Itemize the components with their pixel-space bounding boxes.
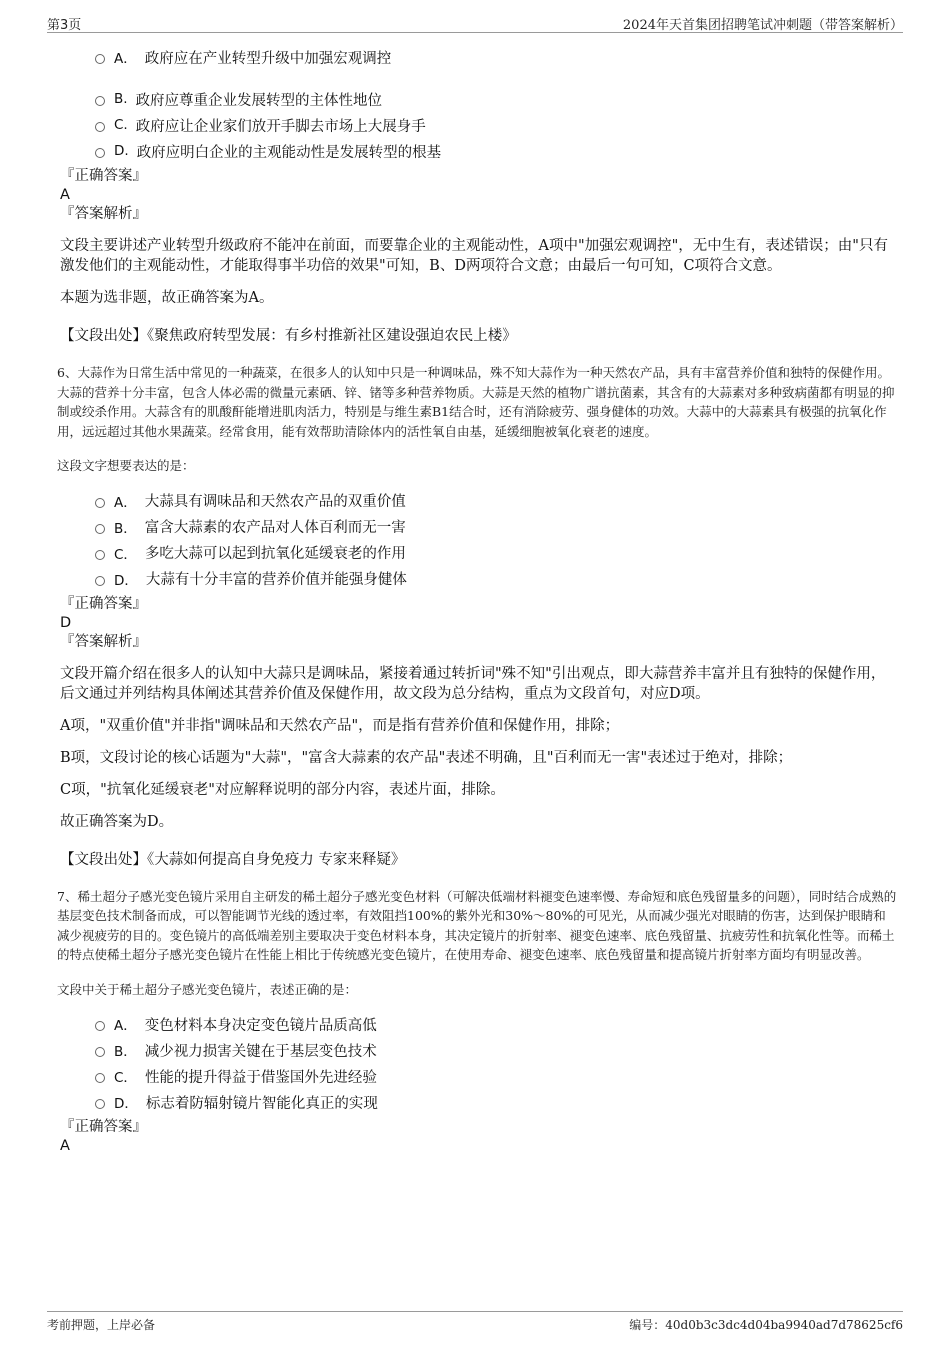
radio-icon[interactable] [95, 148, 105, 158]
q6-analysis-5: 故正确答案为D。 [60, 813, 174, 830]
radio-icon[interactable] [95, 96, 105, 106]
document-title: 2024年天首集团招聘笔试冲刺题（带答案解析） [622, 18, 903, 33]
q7-option-a[interactable]: A． 变色材料本身决定变色镜片品质高低 [95, 1011, 897, 1037]
q5-source: 【文段出处】《聚焦政府转型发展：有乡村推新社区建设强迫农民上楼》 [60, 328, 517, 344]
radio-icon[interactable] [95, 1099, 105, 1109]
q6-option-c[interactable]: C． 多吃大蒜可以起到抗氧化延缓衰老的作用 [95, 540, 897, 566]
radio-icon[interactable] [95, 1073, 105, 1083]
q7-option-c[interactable]: C． 性能的提升得益于借鉴国外先进经验 [95, 1063, 897, 1089]
q6-answer: D [60, 614, 72, 631]
q5-option-a[interactable]: A． 政府应在产业转型升级中加强宏观调控 [95, 44, 897, 70]
q5-options [95, 44, 897, 164]
q5-answer: A [60, 187, 70, 203]
radio-icon[interactable] [95, 1047, 105, 1057]
q7-option-d[interactable]: D． 标志着防辐射镜片智能化真正的实现 [95, 1089, 897, 1115]
q7-answer: A [60, 1138, 70, 1154]
q5-analysis-1: 文段主要讲述产业转型升级政府不能冲在前面，而要靠企业的主观能动性，A项中"加强宏观调控"，无中生有，表述错误；由"只有激发他们的主观能动性，才能取得事半功倍的效果"可知，B、D两项符合文意；由最后一句可知，C项符合文意。 [60, 238, 888, 274]
q5-option-d[interactable]: D. 政府应明白企业的主观能动性是发展转型的根基 [95, 138, 897, 164]
radio-icon[interactable] [95, 550, 105, 560]
q6-answer-label: 『正确答案』 [60, 595, 147, 612]
q6-question: 这段文字想要表达的是： [57, 458, 195, 473]
q5-analysis-2: 本题为选非题，故正确答案为A。 [60, 290, 274, 306]
q7-option-b[interactable]: B． 减少视力损害关键在于基层变色技术 [95, 1037, 897, 1063]
radio-icon[interactable] [95, 1021, 105, 1031]
q6-stem: 6、大蒜作为日常生活中常见的一种蔬菜，在很多人的认知中只是一种调味品，殊不知大蒜作为一种天然农产品，具有丰富营养价值和独特的保健作用。大蒜的营养十分丰富，包含人体必需的微量元素硒、锌、锗等多种营养物质。大蒜是天然的植物广谱抗菌素，其含有的大蒜素对多种致病菌都有明显的抑制或绞杀作用。大蒜含有的肌酸酐能增进肌肉活力，特别是与维生素B1结合时，还有消除疲劳、强身健体的功效。大蒜中的大蒜素具有极强的抗氧化作用，远远超过其他水果蔬菜。经常食用，能有效帮助清除体内的活性氧自由基，延缓细胞被氧化衰老的速度。 [57, 365, 895, 439]
radio-icon[interactable] [95, 122, 105, 132]
q7-answer-label: 『正确答案』 [60, 1119, 147, 1135]
radio-icon[interactable] [95, 524, 105, 534]
q6-analysis-2: A项，"双重价值"并非指"调味品和天然农产品"，而是指有营养价值和保健作用，排除； [60, 717, 620, 734]
q5-answer-label: 『正确答案』 [60, 168, 147, 184]
page-footer [47, 1311, 903, 1334]
radio-icon[interactable] [95, 54, 105, 64]
q6-analysis-3: B项，文段讨论的核心话题为"大蒜"，"富含大蒜素的农产品"表述不明确，且"百利而无一害"表述过于绝对，排除； [60, 749, 793, 766]
q6-analysis-4: C项，"抗氧化延缓衰老"对应解释说明的部分内容，表述片面，排除。 [60, 781, 505, 798]
q7-question: 文段中关于稀土超分子感光变色镜片，表述正确的是： [57, 981, 358, 997]
q6-options [95, 488, 897, 592]
footer-slogan: 考前押题，上岸必备 [47, 1318, 156, 1332]
document-code: 编号：40d0b3c3dc4d04ba9940ad7d78625cf6 [629, 1318, 903, 1332]
q6-analysis-1: 文段开篇介绍在很多人的认知中大蒜只是调味品，紧接着通过转折词"殊不知"引出观点，即大蒜营养丰富并且有独特的保健作用，后文通过并列结构具体阐述其营养价值及保健作用，故文段为总分结构，重点为文段首句，对应D项。 [60, 665, 886, 702]
q6-option-d[interactable]: D． 大蒜有十分丰富的营养价值并能强身健体 [95, 566, 897, 592]
page-number: 第3页 [47, 18, 82, 33]
page-header [47, 12, 903, 33]
q5-analysis-label: 『答案解析』 [60, 206, 147, 222]
page-content [57, 44, 897, 1155]
radio-icon[interactable] [95, 498, 105, 508]
q6-analysis-label: 『答案解析』 [60, 633, 147, 650]
q5-option-b[interactable]: B. 政府应尊重企业发展转型的主体性地位 [95, 86, 897, 112]
q7-options [95, 1011, 897, 1115]
q7-stem: 7、稀土超分子感光变色镜片采用自主研发的稀土超分子感光变色材料（可解决低端材料褪变色速率慢、寿命短和底色残留量多的问题），同时结合成熟的基层变色技术制备而成，可以智能调节光线的透过率，有效阻挡100%的紫外光和30%～80%的可见光，从而减少强光对眼睛的伤害，达到保护眼睛和减少视疲劳的目的。变色镜片的高低端差别主要取决于变色材料本身，其决定镜片的折射率、褪变色速率、底色残留量、抗疲劳性和抗氧化性等。而稀土的特点使稀土超分子感光变色镜片在性能上相比于传统感光变色镜片，在使用寿命、褪变色速率、底色残留量和提高镜片折射率方面均有明显改善。 [57, 888, 897, 962]
q6-option-b[interactable]: B． 富含大蒜素的农产品对人体百利而无一害 [95, 514, 897, 540]
radio-icon[interactable] [95, 576, 105, 586]
q5-option-c[interactable]: C. 政府应让企业家们放开手脚去市场上大展身手 [95, 112, 897, 138]
q6-source: 【文段出处】《大蒜如何提高自身免疫力 专家来释疑》 [60, 851, 406, 868]
q6-option-a[interactable]: A． 大蒜具有调味品和天然农产品的双重价值 [95, 488, 897, 514]
